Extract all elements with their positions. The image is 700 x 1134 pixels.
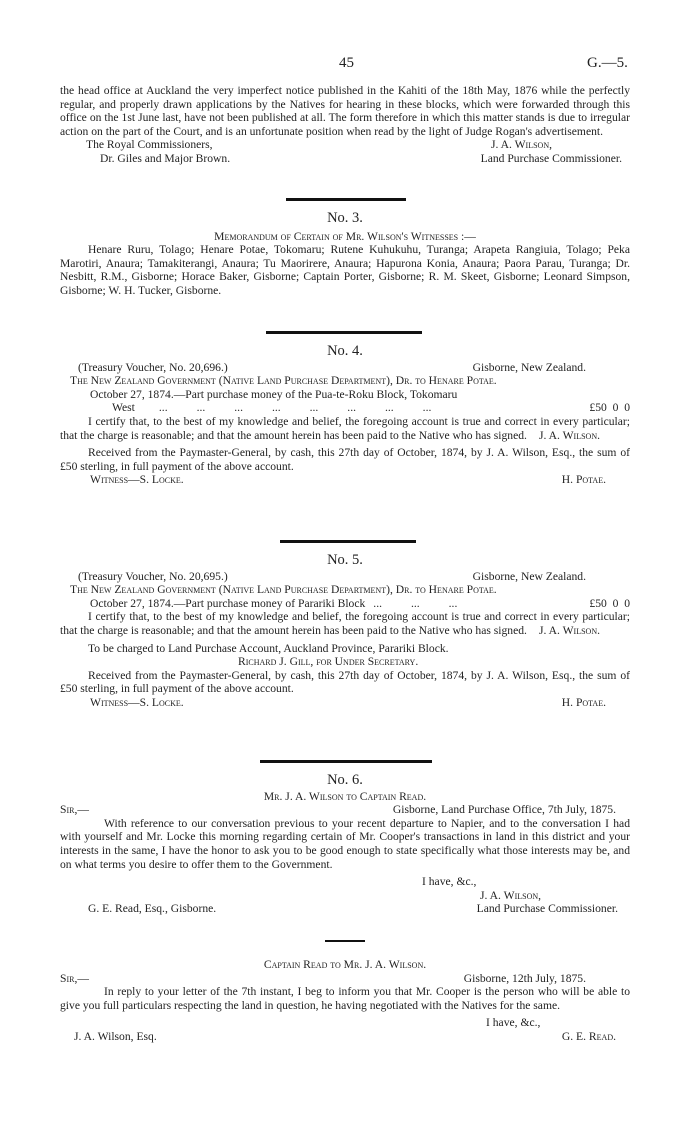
letter-2-title: Captain Read to Mr. J. A. Wilson. [263,958,427,971]
section-divider [286,198,406,201]
debit-line: The New Zealand Government (Native Land Purchase Department), Dr. to Henare Potae. [70,374,497,388]
witness-list: Henare Ruru, Tolago; Henare Potae, Tokomaru; Rutene Kuhukuhu, Turanga; Arapeta Rangiuia, Tolago; Peka Marotiri, Anaura; Tamakiterangi, Anaura; Tu Maorirere, Anaura; Hapurona Konia, Anaura; Paora Parau, Turanga; Dr. Nesbitt, R.M., Gisborne; Horace Baker, Gisborne; Captain Porter, Gisborne; R. M. Skeet, Gisborne; Leonard Simpson, Gisborne; W. H. Tucker, Gisborne. [60,243,630,297]
section-heading: No. 4. [327,343,363,359]
signer-title: Land Purchase Commissioner. [480,151,622,165]
intro-paragraph: the head office at Auckland the very imperfect notice published in the Kahiti of the 18th May, 1876 while the perfectly regular, and properly drawn applications by the Natives for hearing in these blocks, which were forwarded through this office on the 1st June last, have not been published at all. The form therefore in which this matter stands is due to irregular action on the part of the Court, and is an unfortunate position when read by the light of Judge Rogan's advertisement. [60,84,630,138]
treasury-voucher: (Treasury Voucher, No. 20,695.) [78,569,228,583]
document-reference: G.—5. [587,55,628,71]
debit-line: The New Zealand Government (Native Land Purchase Department), Dr. to Henare Potae. [70,583,497,597]
section-no-5 [60,554,630,710]
section-divider [266,331,422,334]
account-item-line-1: October 27, 1874.—Part purchase money of the Pua-te-Roku Block, Tokomaru [90,387,458,401]
letter-1-place-date: Gisborne, Land Purchase Office, 7th July, 1875. [392,803,616,817]
receipt-statement: Received from the Paymaster-General, by cash, this 27th day of October, 1874, by J. A. Wilson, Esq., the sum of £50 sterling, in full payment of the above account. [60,446,630,473]
page-number: 45 [339,55,354,71]
certification: I certify that, to the best of my knowledge and belief, the foregoing account is true and correct in every particular; that the charge is reasonable; and that the amount herein has been paid to the Native who has signed. [60,610,630,637]
certification-signer: J. A. Wilson. [538,623,600,637]
section-no-3 [60,212,630,298]
leader-dots: ... ... ... ... ... ... ... ... [158,401,432,415]
section-divider [280,540,416,543]
letter-1-signer-name: J. A. Wilson, [480,888,542,902]
letter-1-salutation: Sir,— [60,803,89,817]
section-divider [260,760,432,763]
treasury-voucher: (Treasury Voucher, No. 20,696.) [78,360,228,374]
witness: Witness—S. Locke. [90,695,184,709]
voucher-place: Gisborne, New Zealand. [472,569,586,583]
voucher-place: Gisborne, New Zealand. [472,360,586,374]
payee: H. Potae. [561,473,606,487]
addressee-line-1: The Royal Commissioners, [86,138,213,152]
certification: I certify that, to the best of my knowledge and belief, the foregoing account is true and correct in every particular; that the charge is reasonable; and that the amount herein has been paid to the Native who has signed. [60,414,630,442]
letter-1-closing: I have, &c., [422,875,477,889]
letter-2-place-date: Gisborne, 12th July, 1875. [463,971,586,985]
charge-account: To be charged to Land Purchase Account, Auckland Province, Parariki Block. [88,641,449,655]
under-secretary: Richard J. Gill, for Under Secretary. [238,655,419,669]
leader-dots: ... ... ... [373,596,458,610]
signer-name: J. A. Wilson, [490,138,552,152]
witness: Witness—S. Locke. [90,473,184,487]
addressee-line-2: Dr. Giles and Major Brown. [100,151,231,165]
letter-1-body: With reference to our conversation previous to your recent departure to Napier, and to the conversation I had with yourself and Mr. Locke this morning regarding certain of Mr. Cooper's transactions in land in this district and your interests in the same, I have the honor to ask you to be good enough to state specifically what those interests may be, and on what terms you desire to offer them to the Government. [60,816,630,871]
letter-divider [325,940,365,942]
account-item-line-2: West [112,401,135,415]
letter-1-recipient: G. E. Read, Esq., Gisborne. [88,902,217,916]
letter-2 [60,958,630,1044]
section-no-6 [60,774,630,916]
amount: £50 0 0 [589,596,630,610]
section-no-4 [60,345,630,487]
letter-2-signer: G. E. Read. [561,1029,616,1043]
receipt-statement: Received from the Paymaster-General, by cash, this 27th day of October, 1874, by J. A. Wilson, Esq., the sum of £50 sterling, in full payment of the above account. [60,668,630,696]
letter-2-salutation: Sir,— [60,971,89,985]
amount: £50 0 0 [589,401,630,415]
letter-2-recipient: J. A. Wilson, Esq. [74,1029,157,1043]
section-heading: No. 6. [327,772,363,788]
account-item-line: October 27, 1874.—Part purchase money of Parariki Block [90,596,366,610]
letter-2-closing: I have, &c., [486,1016,541,1030]
section-heading: No. 5. [327,552,363,568]
letter-1-signer-title: Land Purchase Commissioner. [476,902,618,916]
letter-1-title: Mr. J. A. Wilson to Captain Read. [263,789,427,803]
section-heading: No. 3. [327,210,363,226]
certification-signer: J. A. Wilson. [538,428,600,442]
intro-section [60,84,630,166]
letter-2-body: In reply to your letter of the 7th instant, I beg to inform you that Mr. Cooper is the person who will be able to give you full particulars respecting the land in question, he having negotiated with the Natives for the same. [60,985,630,1012]
payee: H. Potae. [561,695,606,709]
section-subheading: Memorandum of Certain of Mr. Wilson's Witnesses :— [214,229,476,243]
